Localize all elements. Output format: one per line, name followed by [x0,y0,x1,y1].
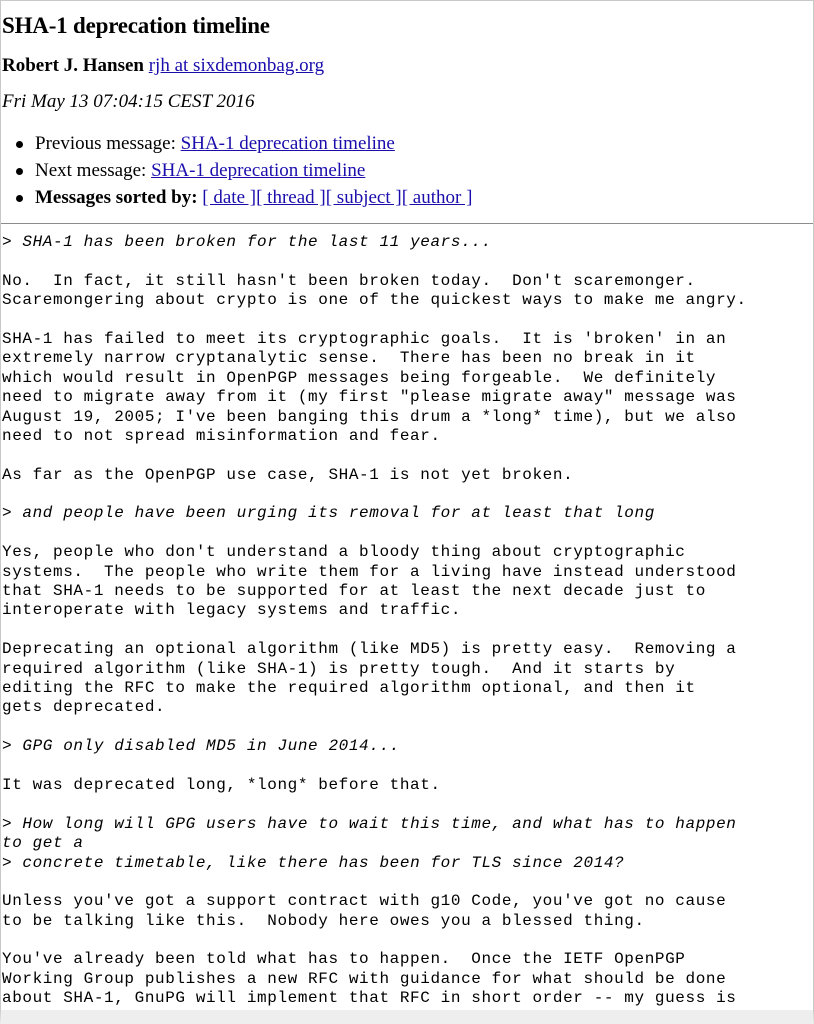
message-line: You've already been told what has to happen. Once the IETF OpenPGP [2,950,686,969]
sort-by-thread-link[interactable]: [ thread ] [256,187,326,208]
message-line: systems. The people who write them for a living have instead understood [2,562,737,581]
quoted-line: > GPG only disabled MD5 in June 2014... [2,737,400,756]
page-header [2,10,270,42]
blank-line [2,311,747,330]
message-line: SHA-1 has failed to meet its cryptographic goals. It is 'broken' in an [2,329,727,348]
blank-line [2,718,747,737]
sorted-by-label: Messages sorted by: [35,187,203,208]
blank-line [2,873,747,892]
sort-by-date-link[interactable]: [ date ] [202,187,257,208]
quoted-line: to get a [2,834,84,853]
author-line [2,54,324,78]
message-line: August 19, 2005; I've been banging this drum a *long* time), but we also [2,407,737,426]
blank-line [2,252,747,271]
message-line: gets deprecated. [2,698,166,717]
message-line: need to migrate away from it (my first "please migrate away" message was [2,388,737,407]
message-line: As far as the OpenPGP use case, SHA-1 is not yet broken. [2,465,574,484]
author-email-link[interactable]: rjh at sixdemonbag.org [148,55,325,76]
quoted-line: > How long will GPG users have to wait this time, and what has to happen [2,814,737,833]
blank-line [2,795,747,814]
quoted-line: > concrete timetable, like there has been for TLS since 2014? [2,853,625,872]
message-line: editing the RFC to make the required algorithm optional, and then it [2,678,696,697]
sort-by-author-link[interactable]: [ author ] [401,187,473,208]
author-name: Robert J. Hansen [2,55,144,76]
message-line: to be talking like this. Nobody here owes you a blessed thing. [2,911,645,930]
quoted-line: > and people have been urging its removal for at least that long [2,504,655,523]
nav-previous [0,130,472,157]
message-line: which would result in OpenPGP messages being forgeable. We definitely [2,368,717,387]
message-line: No. In fact, it still hasn't been broken today. Don't scaremonger. [2,271,696,290]
blank-line [2,446,747,465]
message-line: extremely narrow cryptanalytic sense. There has been no break in it [2,349,696,368]
message-line: about SHA-1, GnuPG will implement that RFC in short order -- my guess is [2,989,737,1008]
sort-by-subject-link[interactable]: [ subject ] [325,187,402,208]
blank-line [2,757,747,776]
message-line: Yes, people who don't understand a bloody thing about cryptographic [2,543,686,562]
blank-line [2,485,747,504]
message-line: that SHA-1 needs to be supported for at least the next decade just to [2,582,706,601]
previous-message-link[interactable]: SHA-1 deprecation timeline [180,133,395,154]
message-line: required algorithm (like SHA-1) is pretty tough. And it starts by [2,659,676,678]
message-navigation [0,130,472,211]
message-line: need to not spread misinformation and fear. [2,426,441,445]
header-divider [0,223,814,224]
message-line: interoperate with legacy systems and traffic. [2,601,462,620]
quoted-line: > SHA-1 has been broken for the last 11 years... [2,233,492,251]
blank-line [2,621,747,640]
nav-previous-label: Previous message: [35,133,181,154]
next-message-link[interactable]: SHA-1 deprecation timeline [151,160,366,181]
message-line: Unless you've got a support contract with g10 Code, you've got no cause [2,892,727,911]
message-line: Working Group publishes a new RFC with guidance for what should be done [2,969,727,988]
blank-line [2,931,747,950]
nav-next [0,157,472,184]
message-line: Scaremongering about crypto is one of the quickest ways to make me angry. [2,291,747,310]
nav-sort [0,184,472,211]
message-date: Fri May 13 07:04:15 CEST 2016 [2,91,255,112]
message-body [2,233,747,1009]
blank-line [2,524,747,543]
nav-next-label: Next message: [35,160,152,181]
message-line: Deprecating an optional algorithm (like MD5) is pretty easy. Removing a [2,640,737,659]
message-line: It was deprecated long, *long* before that. [2,775,441,794]
page-title: SHA-1 deprecation timeline [2,13,270,38]
